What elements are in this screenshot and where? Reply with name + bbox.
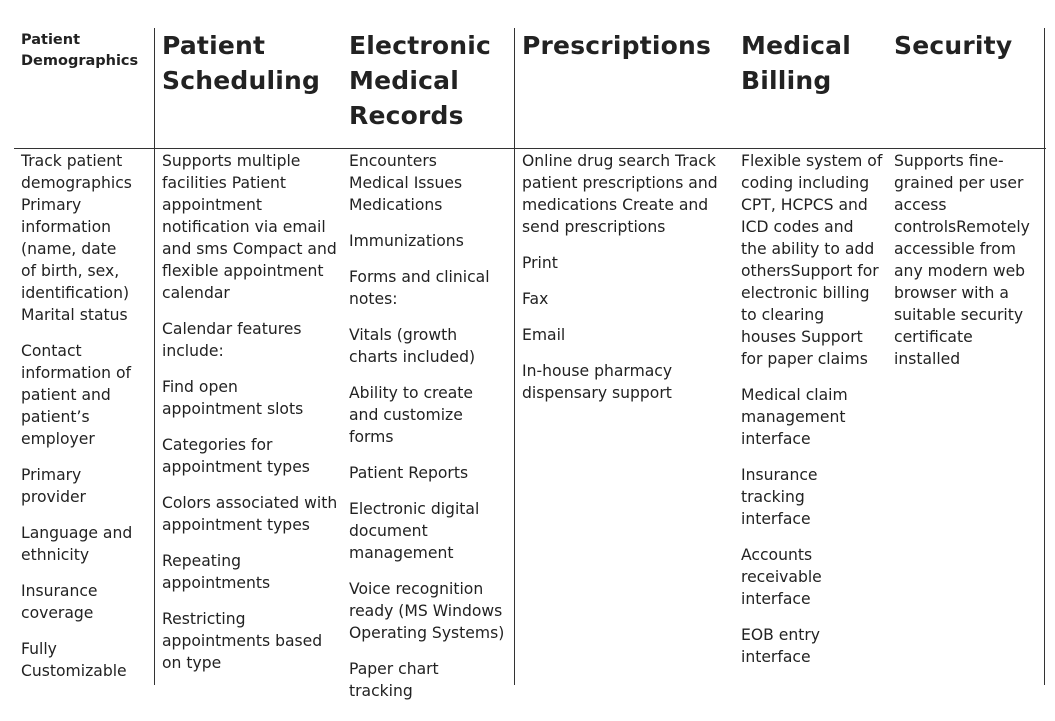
feature-table bbox=[14, 28, 1046, 700]
list-item: Contact information of patient and patient’s employer bbox=[21, 342, 131, 448]
list-item: Insurance coverage bbox=[21, 582, 98, 622]
list-item: Language and ethnicity bbox=[21, 524, 133, 564]
column-header: Patient Demographics bbox=[21, 32, 139, 69]
list-item: Insurance tracking interface bbox=[741, 466, 818, 528]
list-item: Voice recognition ready (MS Windows Operating Systems) bbox=[349, 580, 505, 642]
column-header: Security bbox=[894, 31, 1013, 60]
column-patient-demographics bbox=[21, 28, 149, 685]
list-item: Supports multiple facilities Patient appointment notification via email and sms Compact and flexible appointment calendar bbox=[162, 152, 337, 302]
list-item: Ability to create and customize forms bbox=[349, 384, 473, 446]
list-item: Primary provider bbox=[21, 466, 86, 506]
column-security bbox=[894, 28, 1039, 685]
column-medical-billing bbox=[741, 28, 883, 685]
column-prescriptions bbox=[522, 28, 722, 685]
column-header: Patient Scheduling bbox=[162, 31, 321, 95]
column-body bbox=[162, 150, 342, 688]
list-item: Fully Customizable bbox=[21, 640, 127, 680]
column-body bbox=[894, 150, 1039, 384]
list-item: Find open appointment slots bbox=[162, 378, 304, 418]
column-divider bbox=[1044, 28, 1045, 685]
list-item: Colors associated with appointment types bbox=[162, 494, 338, 534]
list-item: Flexible system of coding including CPT, HCPCS and ICD codes and the ability to add othersSupport for electronic billing to clearing houses Support for paper claims bbox=[741, 152, 883, 368]
list-item: Vitals (growth charts included) bbox=[349, 326, 476, 366]
column-header: Electronic Medical Records bbox=[349, 31, 492, 130]
column-body bbox=[21, 150, 149, 696]
column-header: Prescriptions bbox=[522, 31, 712, 60]
list-item: Track patient demographics Primary information (name, date of birth, sex, identification) Marital status bbox=[21, 152, 132, 324]
list-item: Forms and clinical notes: bbox=[349, 268, 490, 308]
list-item: Accounts receivable interface bbox=[741, 546, 822, 608]
column-body bbox=[349, 150, 509, 716]
list-item: Supports fine-grained per user access controlsRemotely accessible from any modern web browser with a suitable security certificate installed bbox=[894, 152, 1030, 368]
list-item: In-house pharmacy dispensary support bbox=[522, 362, 673, 402]
list-item: Calendar features include: bbox=[162, 320, 302, 360]
column-electronic-medical-records bbox=[349, 28, 509, 700]
list-item: Paper chart tracking bbox=[349, 660, 439, 700]
column-divider bbox=[154, 28, 155, 685]
list-item: Email bbox=[522, 326, 566, 344]
list-item: Encounters Medical Issues Medications bbox=[349, 152, 463, 214]
list-item: Online drug search Track patient prescriptions and medications Create and send prescriptions bbox=[522, 152, 718, 236]
column-body bbox=[741, 150, 883, 682]
list-item: Fax bbox=[522, 290, 549, 308]
list-item: Medical claim management interface bbox=[741, 386, 848, 448]
column-body bbox=[522, 150, 722, 418]
column-header: Medical Billing bbox=[741, 31, 851, 95]
list-item: Electronic digital document management bbox=[349, 500, 480, 562]
list-item: Immunizations bbox=[349, 232, 464, 250]
list-item: Print bbox=[522, 254, 558, 272]
list-item: EOB entry interface bbox=[741, 626, 821, 666]
column-divider bbox=[514, 28, 515, 685]
list-item: Categories for appointment types bbox=[162, 436, 310, 476]
list-item: Restricting appointments based on type bbox=[162, 610, 323, 672]
column-patient-scheduling bbox=[162, 28, 342, 685]
list-item: Repeating appointments bbox=[162, 552, 271, 592]
list-item: Patient Reports bbox=[349, 464, 469, 482]
